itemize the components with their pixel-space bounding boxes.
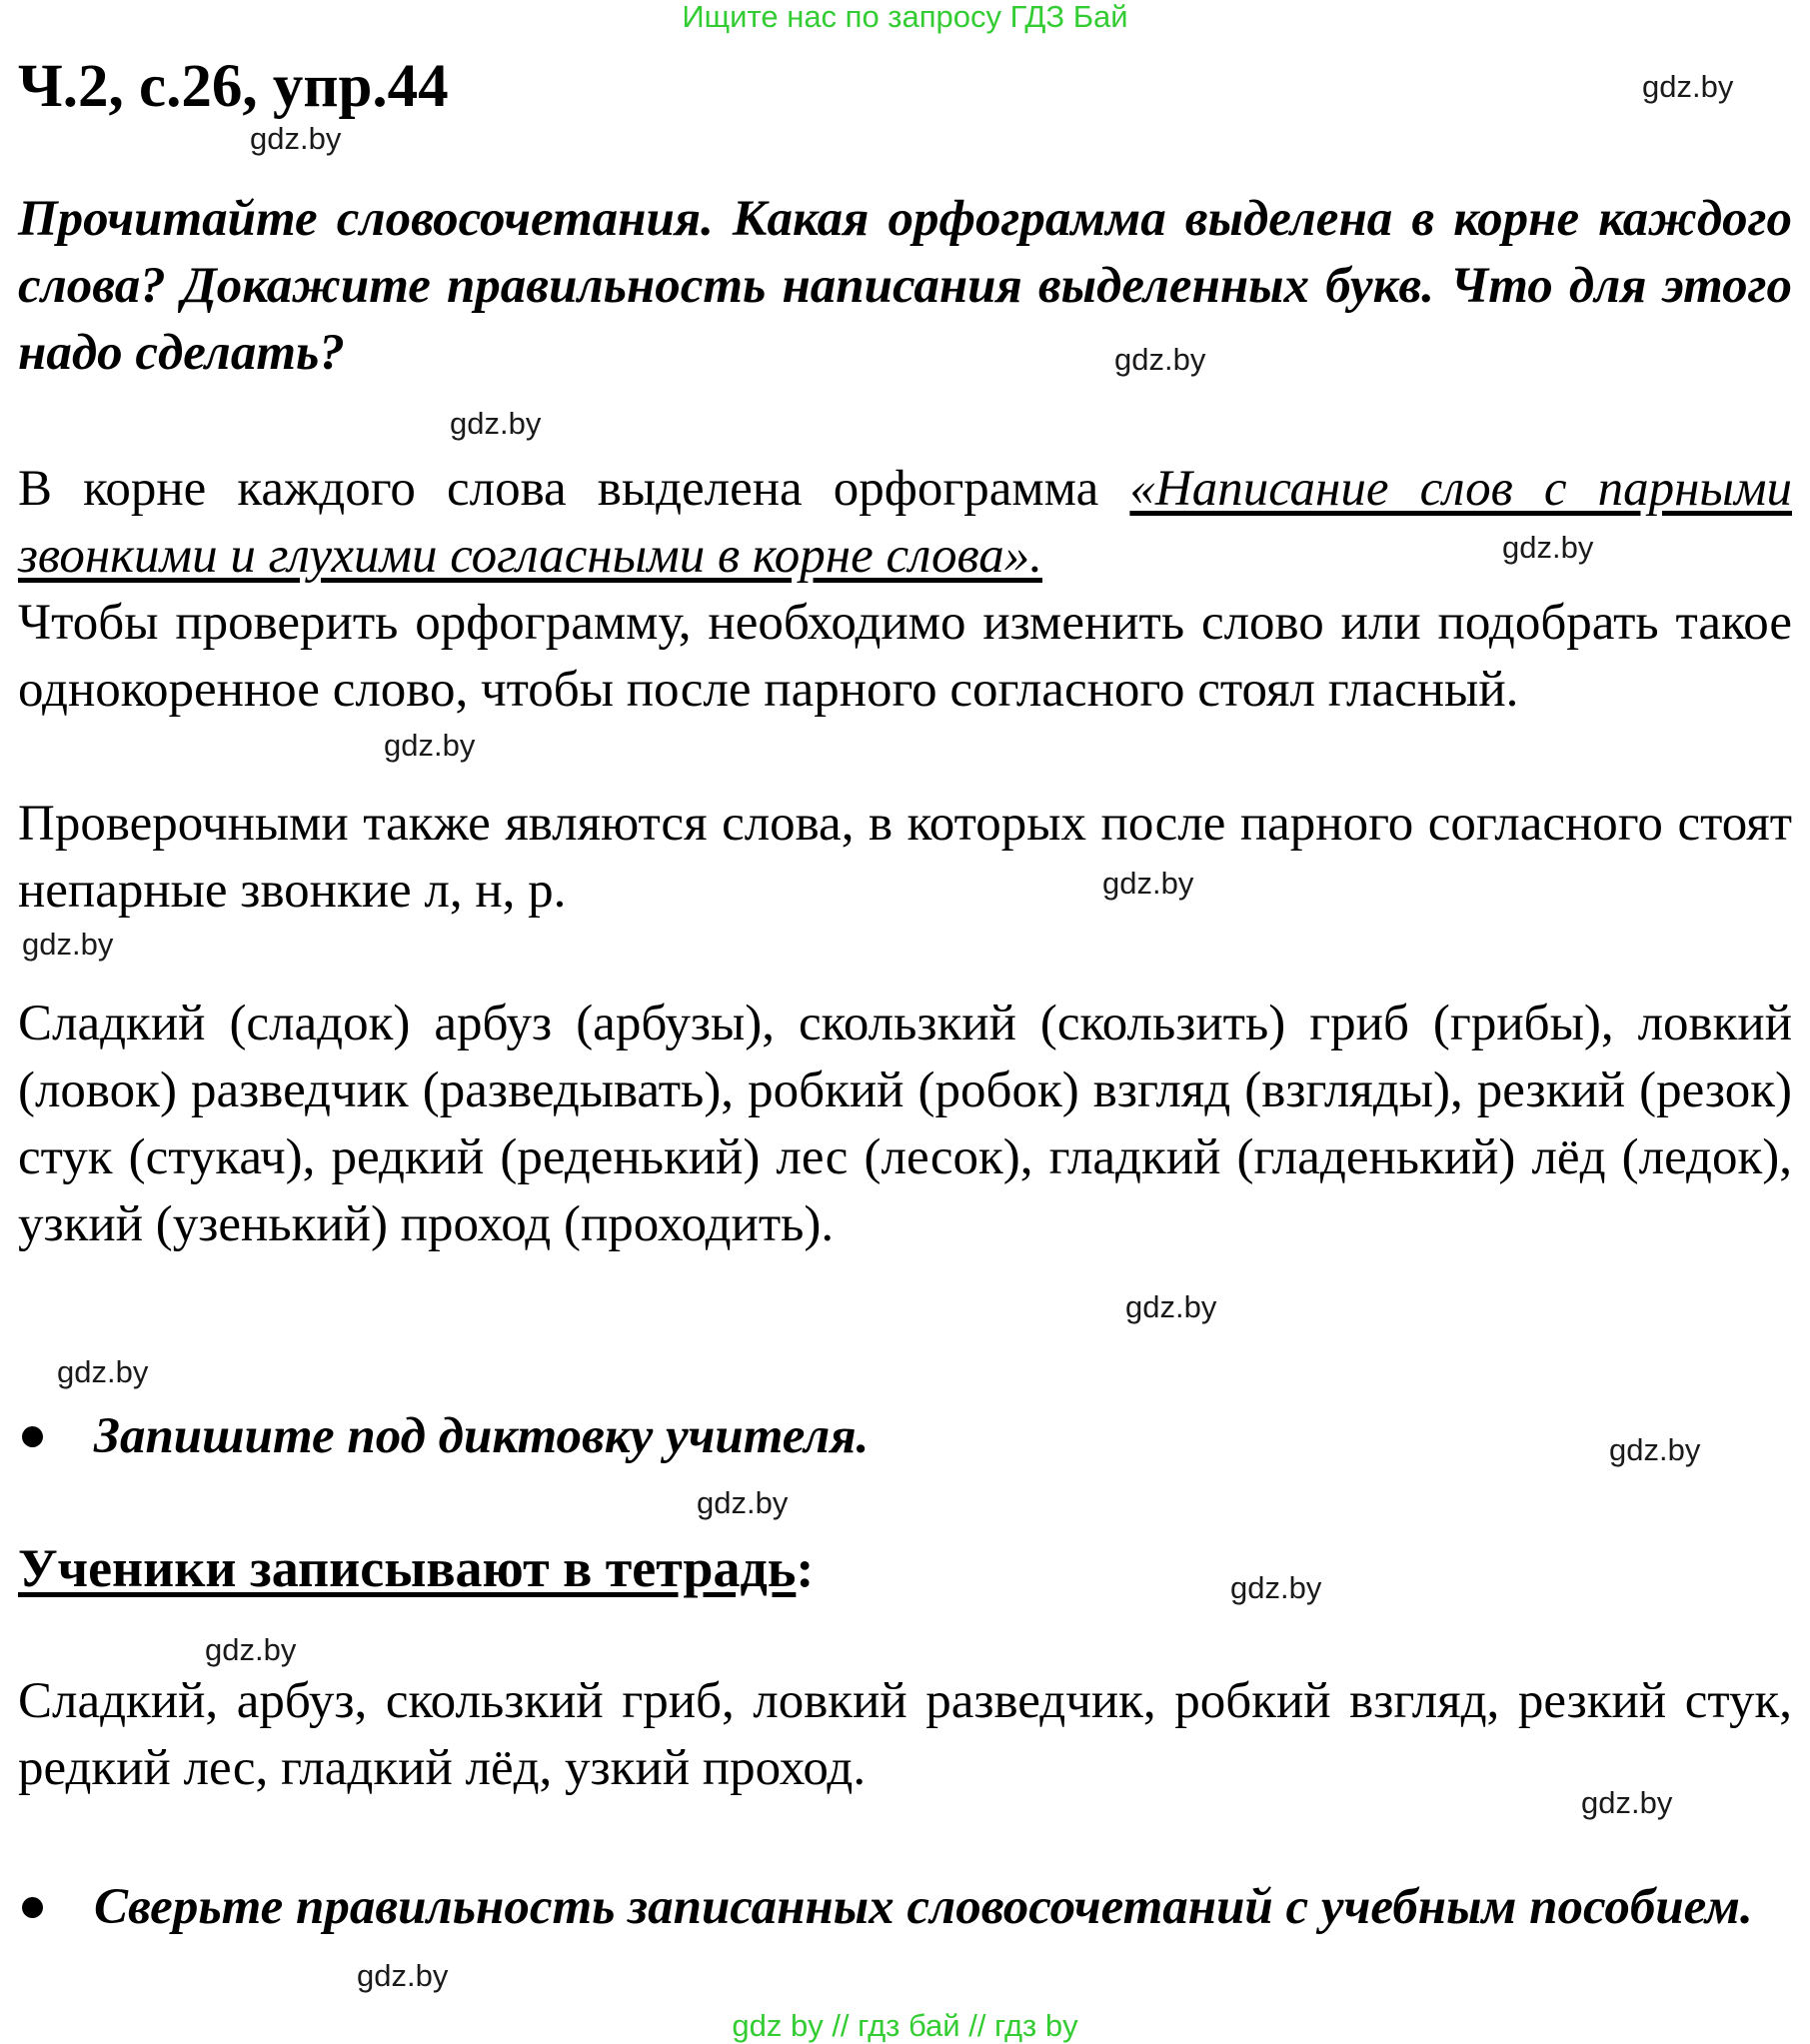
notebook-heading <box>18 1535 814 1601</box>
watermark: gdz.by <box>697 1485 789 1520</box>
task-instruction-1: Прочитайте словосочетания. Какая орфограмма выделена в корне каждого слова? Докажите правильность написания выделенных букв. Что для этого надо сделать? <box>18 191 1792 381</box>
watermark: gdz.by <box>1114 342 1206 377</box>
top-banner[interactable]: Ищите нас по запросу ГДЗ Бай <box>682 0 1128 34</box>
notebook-heading-text: Ученики записывают в тетрадь <box>18 1538 797 1598</box>
watermark: gdz.by <box>1642 69 1734 104</box>
watermark: gdz.by <box>1102 866 1194 901</box>
task-instruction-3-text: Сверьте правильность записанных словосочетаний с учебным пособием. <box>94 1879 1753 1935</box>
dictation-text: Сладкий, арбуз, скользкий гриб, ловкий разведчик, робкий взгляд, резкий стук, редкий лес, гладкий лёд, узкий проход. <box>18 1673 1792 1796</box>
watermark: gdz.by <box>250 121 342 156</box>
answer-paragraph-3: Проверочными также являются слова, в которых после парного согласного стоят непарные звонкие л, н, р. <box>18 796 1792 919</box>
watermark: gdz.by <box>57 1354 149 1389</box>
watermark: gdz.by <box>22 927 114 962</box>
watermark: gdz.by <box>1609 1432 1701 1467</box>
bullet-icon <box>22 1897 43 1918</box>
task-instruction-3 <box>18 1874 1792 1941</box>
word-pairs-list: Сладкий (сладок) арбуз (арбузы), скользкий (скользить) гриб (грибы), ловкий (ловок) разведчик (разведывать), робкий (робок) взгляд (взгляды), резкий (резок) стук (стукач), редкий (реденький) лес (лесок), гладкий (гладенький) лёд (ледок), узкий (узенький) проход (проходить). <box>18 996 1792 1252</box>
spelling-rule: «Написание слов с парными звонкими и глухими согласными в корне слова». <box>18 461 1792 584</box>
footer-links[interactable]: gdz by // гдз бай // гдз by <box>732 2008 1078 2043</box>
answer-paragraph-2: Чтобы проверить орфограмму, необходимо изменить слово или подобрать такое однокоренное слово, чтобы после парного согласного стоял гласный. <box>18 595 1792 718</box>
task-instruction-2 <box>18 1403 1792 1470</box>
bullet-icon <box>22 1426 43 1447</box>
watermark: gdz.by <box>1125 1289 1217 1324</box>
watermark: gdz.by <box>1230 1570 1322 1605</box>
watermark: gdz.by <box>1581 1785 1673 1820</box>
notebook-heading-colon: : <box>796 1538 815 1598</box>
watermark: gdz.by <box>384 728 476 763</box>
answer-paragraph-1 <box>18 456 1792 590</box>
watermark: gdz.by <box>205 1632 297 1667</box>
exercise-title: Ч.2, с.26, упр.44 <box>18 53 449 120</box>
answer-lead: В корне каждого слова выделена орфограмма <box>18 461 1130 517</box>
watermark: gdz.by <box>357 1958 449 1993</box>
watermark: gdz.by <box>450 406 542 441</box>
task-instruction-2-text: Запишите под диктовку учителя. <box>94 1408 870 1464</box>
watermark: gdz.by <box>1502 530 1594 565</box>
